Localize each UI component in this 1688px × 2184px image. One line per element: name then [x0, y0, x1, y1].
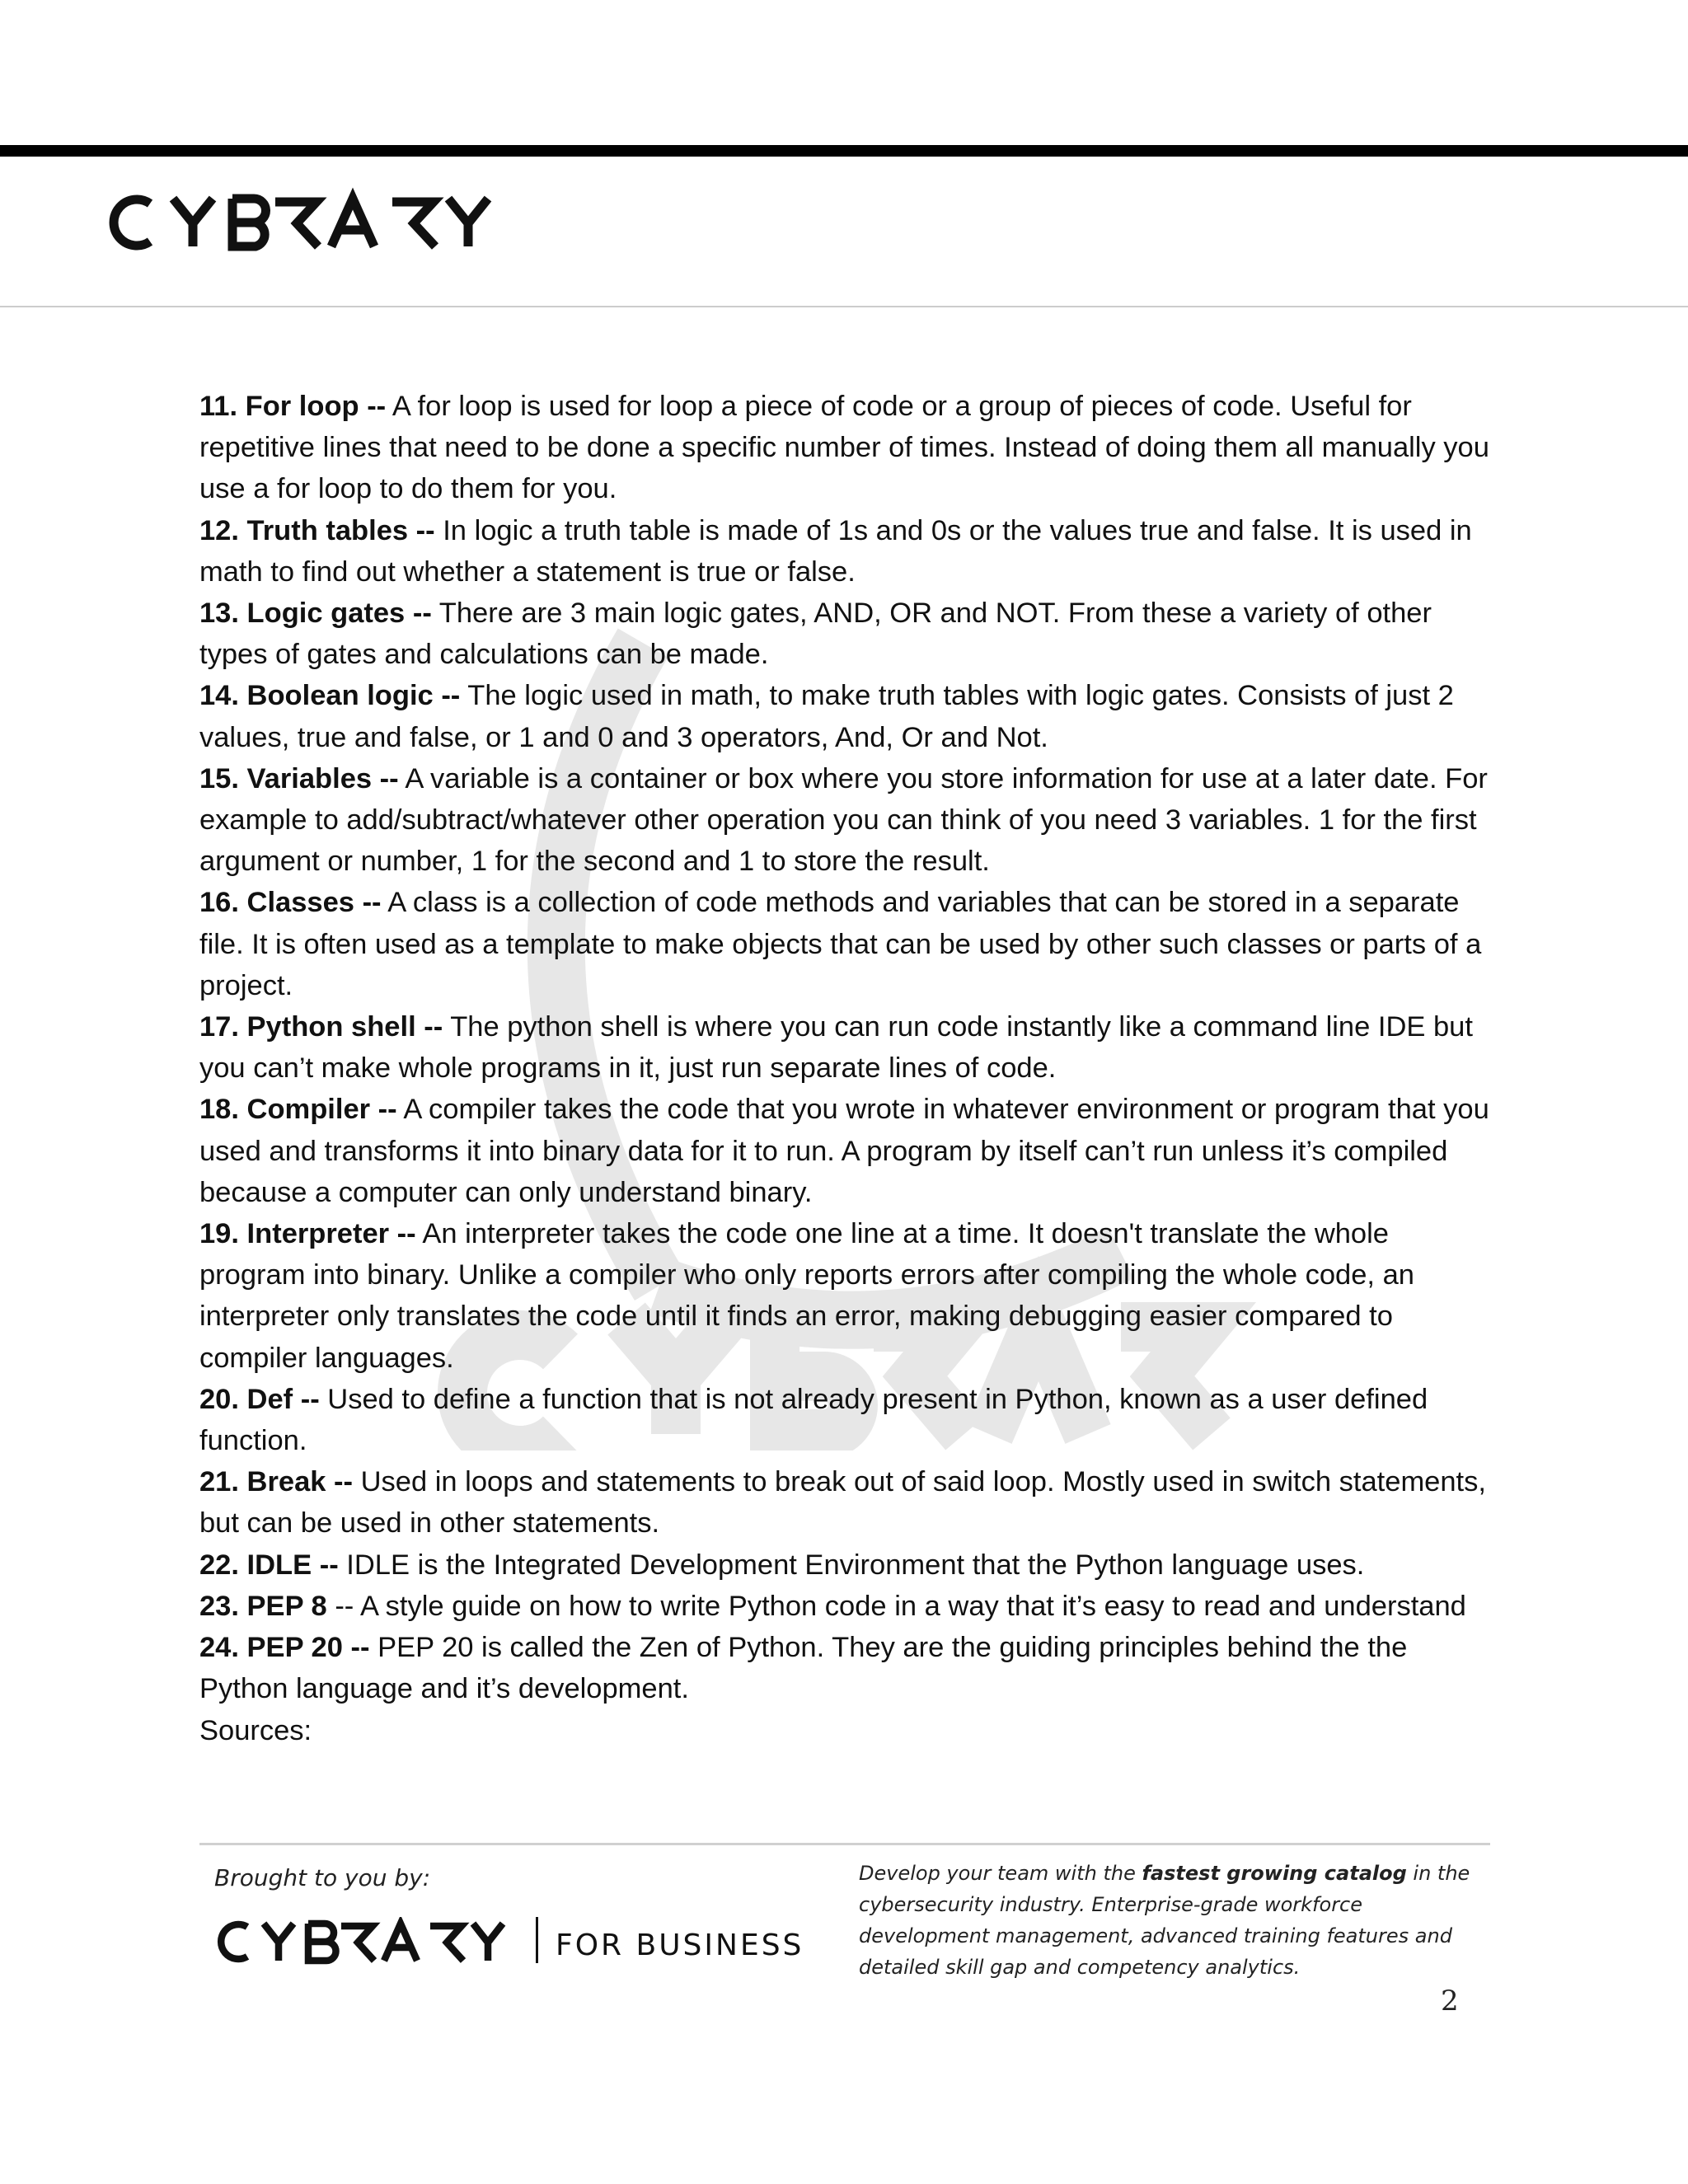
- entry-text: There are 3 main logic gates, AND, OR and NOT. From these a variety of other types of gates and calculations can be made.: [199, 598, 1432, 671]
- entry-term: 17. Python shell --: [199, 1011, 443, 1043]
- cybrary-logo: [109, 185, 513, 260]
- for-business-label: FOR BUSINESS: [556, 1929, 804, 1962]
- brought-by-label: Brought to you by:: [214, 1864, 431, 1891]
- entry-term: 14. Boolean logic --: [199, 680, 461, 712]
- entry-text: A class is a collection of code methods and variables that can be stored in a separate file. It is often used as a template to make objects that can be used by other such classes or parts of a project.: [199, 887, 1482, 1001]
- entry-term: 11. For loop --: [199, 391, 387, 422]
- entry-text: The logic used in math, to make truth tables with logic gates. Consists of just 2 values, true and false, or 1 and 0 and 3 operators, And, Or and Not.: [199, 680, 1454, 753]
- entry-text: Used to define a function that is not already present in Python, known as a user defined function.: [199, 1383, 1428, 1457]
- entry-text: The python shell is where you can run code instantly like a command line IDE but you can’t make whole programs in it, just run separate lines of code.: [199, 1011, 1473, 1085]
- entry-text: PEP 20 is called the Zen of Python. They are the guiding principles behind the the Python language and it’s development.: [199, 1632, 1408, 1705]
- glossary-entry-20: [199, 1379, 1502, 1461]
- glossary-entry-19: [199, 1213, 1502, 1379]
- footer-blurb: [859, 1858, 1493, 1983]
- glossary-entry-23: [199, 1586, 1502, 1627]
- cybrary-footer-logo: [216, 1917, 521, 1966]
- entry-term: 21. Break --: [199, 1466, 354, 1498]
- blurb-text-end: in the cybersecurity industry. Enterprise-grade workforce development management, advanced training features and detailed skill gap and competency analytics.: [859, 1862, 1470, 1979]
- blurb-text-bold: fastest growing catalog: [1142, 1862, 1407, 1885]
- footer-divider: [199, 1843, 1490, 1845]
- entry-term: 15. Variables --: [199, 762, 399, 794]
- entry-term: 13. Logic gates --: [199, 598, 432, 630]
- entry-term: 18. Compiler --: [199, 1094, 397, 1126]
- entry-term: 24. PEP 20 --: [199, 1632, 370, 1664]
- entry-text: An interpreter takes the code one line at a time. It doesn't translate the whole program into binary. Unlike a compiler who only reports errors after compiling the whole code, an interpreter only translates the code until it finds an error, making debugging easier compared to compiler languages.: [199, 1218, 1414, 1374]
- blurb-text-start: Develop your team with the: [859, 1862, 1142, 1885]
- entry-term: 23. PEP 8: [199, 1590, 327, 1622]
- entry-text: In logic a truth table is made of 1s and 0s or the values true and false. It is used in math to find out whether a statement is true or false.: [199, 514, 1472, 588]
- glossary-entry-22: [199, 1544, 1502, 1586]
- glossary-entry-18: [199, 1089, 1502, 1213]
- entry-text: IDLE is the Integrated Development Environment that the Python language uses.: [338, 1549, 1365, 1581]
- glossary-entry-15: [199, 758, 1502, 883]
- entry-text: A compiler takes the code that you wrote in whatever environment or program that you used and transforms it into binary data for it to run. A program by itself can’t run unless it’s compiled because a computer can only understand binary.: [199, 1094, 1489, 1208]
- entry-term: 20. Def --: [199, 1383, 320, 1415]
- entry-text: Used in loops and statements to break out of said loop. Mostly used in switch statements, but can be used in other statements.: [199, 1466, 1486, 1540]
- entry-text: -- A style guide on how to write Python code in a way that it’s easy to read and understand: [326, 1590, 1466, 1622]
- entry-term: 12. Truth tables --: [199, 514, 435, 546]
- glossary-entry-24: [199, 1627, 1502, 1709]
- header-divider: [0, 306, 1688, 307]
- header-top-bar: [0, 145, 1688, 157]
- entry-text: A variable is a container or box where you store information for use at a later date. For example to add/subtract/whatever other operation you can think of you need 3 variables. 1 for the first argument or number, 1 for the second and 1 to store the result.: [199, 762, 1488, 878]
- page-number: 2: [1441, 1985, 1459, 2018]
- glossary-entry-21: [199, 1461, 1502, 1544]
- glossary-entry-14: [199, 675, 1502, 757]
- entry-text: A for loop is used for loop a piece of code or a group of pieces of code. Useful for repetitive lines that need to be done a specific number of times. Instead of doing them all manually you use a for loop to do them for you.: [199, 391, 1489, 505]
- entry-term: 22. IDLE --: [199, 1549, 339, 1581]
- glossary-content: [199, 386, 1502, 1751]
- glossary-entry-17: [199, 1006, 1502, 1089]
- glossary-entry-13: [199, 593, 1502, 675]
- glossary-entry-11: [199, 386, 1502, 510]
- sources-label: Sources:: [199, 1714, 312, 1746]
- entry-term: 16. Classes --: [199, 887, 382, 919]
- glossary-entry-12: [199, 510, 1502, 593]
- footer-logo-separator: [536, 1917, 538, 1963]
- entry-term: 19. Interpreter --: [199, 1218, 416, 1250]
- glossary-entry-16: [199, 882, 1502, 1006]
